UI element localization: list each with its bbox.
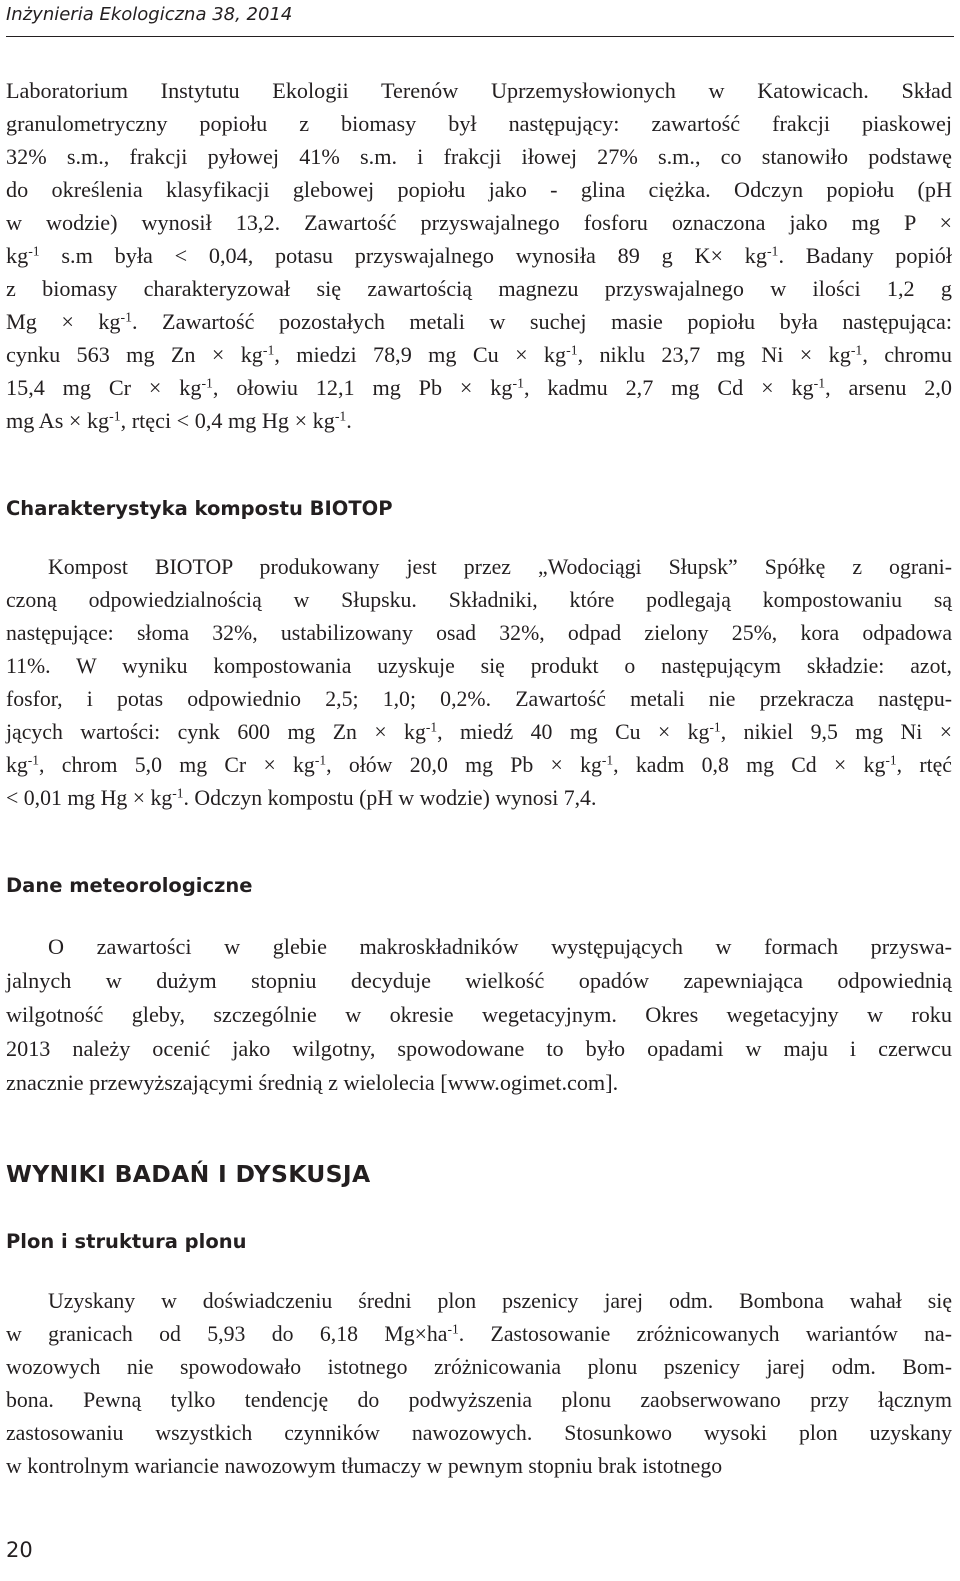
- text-line: [6, 749, 952, 782]
- text-line: z biomasy charakteryzował się zawartością magnezu przyswajalnego w ilości 1,2 g: [6, 276, 952, 301]
- text-line: fosfor, i potas odpowiednio 2,5; 1,0; 0,2%. Zawartość metali nie przekracza następu-: [6, 687, 952, 711]
- header-rule: [6, 36, 954, 37]
- text-run: . Badany popiół: [778, 243, 953, 268]
- paragraph-meteorological-data: [6, 930, 952, 1100]
- text-line: granulometryczny popiołu z biomasy był następujący: zawartość frakcji piaskowej: [6, 111, 952, 136]
- text-line: Kompost BIOTOP produkowany jest przez „Wodociągi Słupsk” Spółkę z ograni-: [48, 555, 952, 579]
- text-run: 15,4 mg Cr × kg: [6, 375, 202, 400]
- text-run: , arsenu 2,0: [825, 375, 952, 400]
- superscript: -1: [512, 375, 524, 391]
- paragraph-ash-composition: [6, 74, 952, 437]
- text-run: kg: [6, 753, 28, 777]
- text-run: . Odczyn kompostu (pH w wodzie) wynosi 7,4.: [183, 786, 597, 810]
- superscript: -1: [601, 752, 614, 768]
- text-line: [6, 239, 952, 272]
- superscript: -1: [447, 1321, 459, 1337]
- text-line: Uzyskany w doświadczeniu średni plon pszenicy jarej odm. Bombona wahał się: [48, 1289, 952, 1313]
- text-run: . Zawartość pozostałych metali w suchej masie popiołu była następująca:: [132, 309, 952, 334]
- text-line: 11%. W wyniku kompostowania uzyskuje się produkt o następującym składzie: azot,: [6, 654, 952, 678]
- superscript: -1: [813, 375, 826, 391]
- text-run: s.m była < 0,04, potasu przyswajalnego wynosiła 89 g K× kg: [39, 243, 767, 268]
- text-line: 2013 należy ocenić jako wilgotny, spowodowane to było opadami w maju i czerwcu: [6, 1036, 952, 1061]
- superscript: -1: [566, 342, 578, 358]
- superscript: -1: [709, 719, 721, 735]
- text-run: , kadmu 2,7 mg Cd × kg: [523, 375, 814, 400]
- text-line: [6, 1318, 952, 1351]
- text-line: bona. Pewną tylko tendencję do podwyższenia plonu zaobserwowano przy łącznym: [6, 1388, 952, 1412]
- superscript: -1: [27, 752, 40, 768]
- text-line: [6, 305, 952, 338]
- paragraph-biotop-compost: [6, 551, 952, 815]
- text-run: , nikiel 9,5 mg Ni ×: [720, 720, 953, 744]
- text-line: do określenia klasyfikacji glebowej popiołu jako - glina ciężka. Odczyn popiołu (pH: [6, 177, 952, 202]
- text-line: [6, 338, 952, 371]
- superscript: -1: [766, 243, 779, 259]
- text-line: w wodzie) wynosił 13,2. Zawartość przyswajalnego fosforu oznaczona jako mg P ×: [6, 210, 952, 235]
- text-line: 32% s.m., frakcji pyłowej 41% s.m. i frakcji iłowej 27% s.m., co stanowiło podstawę: [6, 144, 952, 169]
- text-run: jących wartości: cynk 600 mg Zn × kg: [6, 720, 426, 744]
- chapter-heading-results: WYNIKI BADAŃ I DYSKUSJA: [6, 1160, 371, 1188]
- text-run: , ołów 20,0 mg Pb × kg: [326, 753, 602, 777]
- superscript: -1: [201, 375, 213, 391]
- text-run: , rtęci < 0,4 mg Hg × kg: [120, 408, 335, 433]
- text-line: [6, 371, 952, 404]
- text-run: cynku 563 mg Zn × kg: [6, 342, 263, 367]
- text-run: , rtęć: [896, 753, 952, 777]
- section-heading-meteorological-data: Dane meteorologiczne: [6, 874, 253, 897]
- text-run: , kadm 0,8 mg Cd × kg: [613, 753, 886, 777]
- text-line: wozowych nie spowodowało istotnego zróżnicowania plonu pszenicy jarej odm. Bom-: [6, 1355, 952, 1379]
- text-run: , niklu 23,7 mg Ni × kg: [577, 342, 851, 367]
- paragraph-yield: [6, 1285, 952, 1483]
- page-number: 20: [6, 1538, 33, 1562]
- text-line: w kontrolnym wariancie nawozowym tłumaczy w pewnym stopniu brak istotnego: [6, 1454, 723, 1478]
- running-head: Inżynieria Ekologiczna 38, 2014: [6, 4, 293, 25]
- superscript: -1: [172, 785, 184, 801]
- text-line: następujące: słoma 32%, ustabilizowany osad 32%, odpad zielony 25%, kora odpadowa: [6, 621, 952, 645]
- text-line: [6, 716, 952, 749]
- section-heading-biotop: Charakterystyka kompostu BIOTOP: [6, 497, 393, 520]
- superscript: -1: [850, 342, 863, 358]
- text-line: Laboratorium Instytutu Ekologii Terenów Uprzemysłowionych w Katowicach. Skład: [6, 78, 952, 103]
- text-line: O zawartości w glebie makroskładników występujących w formach przyswa-: [48, 934, 952, 959]
- text-line: wilgotność gleby, szczególnie w okresie wegetacyjnym. Okres wegetacyjny w roku: [6, 1002, 952, 1027]
- text-line: znacznie przewyższającymi średnią z wielolecia [www.ogimet.com].: [6, 1070, 619, 1095]
- text-run: , ołowiu 12,1 mg Pb × kg: [212, 375, 513, 400]
- text-run: w granicach od 5,93 do 6,18 Mg×ha: [6, 1322, 448, 1346]
- text-run: mg As × kg: [6, 408, 110, 433]
- text-run: , chrom 5,0 mg Cr × kg: [39, 753, 315, 777]
- text-line: jalnych w dużym stopniu decyduje wielkość opadów zapewniająca odpowiednią: [6, 968, 952, 993]
- superscript: -1: [425, 719, 438, 735]
- superscript: -1: [314, 752, 327, 768]
- superscript: -1: [109, 408, 121, 424]
- section-heading-yield: Plon i struktura plonu: [6, 1230, 247, 1253]
- text-line: zastosowaniu wszystkich czynników nawozowych. Stosunkowo wysoki plon uzyskany: [6, 1421, 952, 1445]
- superscript: -1: [120, 309, 132, 325]
- text-line: [6, 782, 952, 815]
- text-line: [6, 404, 952, 437]
- text-run: , chromu: [862, 342, 952, 367]
- superscript: -1: [262, 342, 275, 358]
- superscript: -1: [28, 243, 40, 259]
- text-run: .: [346, 408, 352, 433]
- text-run: < 0,01 mg Hg × kg: [6, 786, 173, 810]
- text-line: czoną odpowiedzialnością w Słupsku. Składniki, które podlegają kompostowaniu są: [6, 588, 952, 612]
- text-run: . Zastosowanie zróżnicowanych wariantów na-: [458, 1322, 952, 1346]
- text-run: , miedzi 78,9 mg Cu × kg: [274, 342, 567, 367]
- text-run: kg: [6, 243, 29, 268]
- text-run: Mg × kg: [6, 309, 121, 334]
- superscript: -1: [334, 408, 347, 424]
- superscript: -1: [885, 752, 897, 768]
- text-run: , miedź 40 mg Cu × kg: [437, 720, 710, 744]
